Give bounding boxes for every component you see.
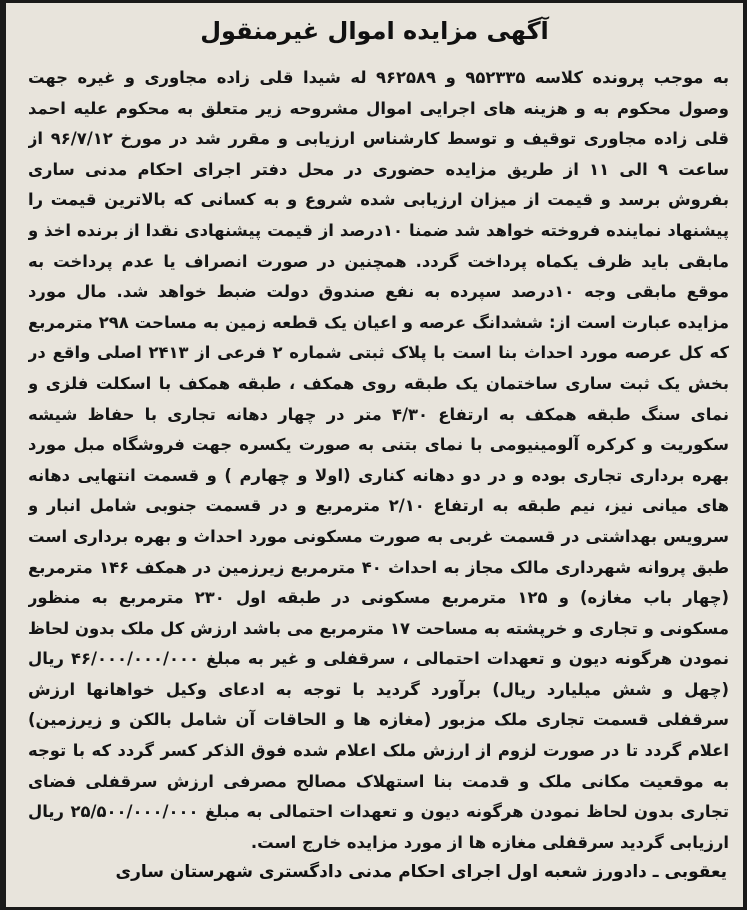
notice-signature: یعقوبی ـ دادورز شعبه اول اجرای احکام مدنی دادگستری شهرستان ساری <box>115 862 727 882</box>
notice-body: به موجب پرونده کلاسه ۹۵۲۳۳۵ و ۹۶۲۵۸۹ له شیدا قلی زاده مجاوری و غیره جهت وصول محکوم به و هزینه های اجرایی اموال مشروحه زیر متعلق به محکوم علیه احمد قلی زاده مجاوری توقیف و توسط کارشناس ارزیابی و مقرر شد در مورخ ۹۶/۷/۱۲ از ساعت ۹ الی ۱۱ از طریق مزایده حضوری در محل دفتر اجرای احکام مدنی ساری بفروش برسد و قیمت از میزان ارزیابی شده شروع و به کسانی که بالاترین قیمت را پیشنهاد نماینده فروخته خواهد شد ضمنا ۱۰درصد از قیمت پیشنهادی نقدا از برنده اخذ و مابقی باید ظرف یکماه پرداخت گردد. همچنین در صورت انصراف یا عدم پرداخت به موقع مابقی وجه ۱۰درصد سپرده به نفع صندوق دولت ضبط خواهد شد. مال مورد مزایده عبارت است از: ششدانگ عرصه و اعیان یک قطعه زمین به مساحت ۲۹۸ مترمربع که کل عرصه مورد احداث بنا است با پلاک ثبتی شماره ۲ فرعی از ۲۴۱۳ اصلی واقع در بخش یک ثبت ساری ساختمان یک طبقه روی همکف ، طبقه همکف با اسکلت فلزی و نمای سنگ طبقه همکف به ارتفاع ۴/۳۰ متر در چهار دهانه تجاری با حفاظ شیشه سکوریت و کرکره آلومینیومی با نمای بتنی به صورت یکسره جهت فروشگاه مبل مورد بهره برداری تجاری بوده و در دو دهانه کناری (اولا و چهارم ) و قسمت انتهایی دهانه های میانی نیز، نیم طبقه به ارتفاع ۲/۱۰ مترمربع و در قسمت جنوبی شامل انبار و سرویس بهداشتی در قسمت غربی به صورت مسکونی مورد احداث و بهره برداری است طبق پروانه شهرداری مالک مجاز به احداث ۴۰ مترمربع زیرزمین در همکف ۱۴۶ مترمربع (چهار باب مغازه) و ۱۲۵ مترمربع مسکونی در طبقه اول ۲۳۰ مترمربع به منظور مسکونی و تجاری و خرپشته به مساحت ۱۷ مترمربع می باشد ارزش کل ملک بدون لحاظ نمودن هرگونه دیون و تعهدات احتمالی ، سرقفلی و غیر به مبلغ ۴۶/۰۰۰/۰۰۰/۰۰۰ ریال (چهل و شش میلیارد ریال) برآورد گردید با توجه به ادعای وکیل خواهانها ارزش سرقفلی قسمت تجاری ملک مزبور (مغازه ها و الحاقات آن شامل بالکن و زیرزمین) اعلام گردد تا در صورت لزوم از ارزش ملک اعلام شده فوق الذکر کسر گردد که با توجه به موقعیت مکانی ملک و قدمت بنا استهلاک مصالح مصرفی ارزش سرقفلی فضای تجاری بدون لحاظ نمودن هرگونه دیون و تعهدات احتمالی به مبلغ ۲۵/۵۰۰/۰۰۰/۰۰۰ ریال ارزیابی گردید سرقفلی مغازه ها از مورد مزایده خارج است. <box>28 68 729 852</box>
notice-title: آگهی مزایده اموال غیرمنقول <box>200 17 549 45</box>
